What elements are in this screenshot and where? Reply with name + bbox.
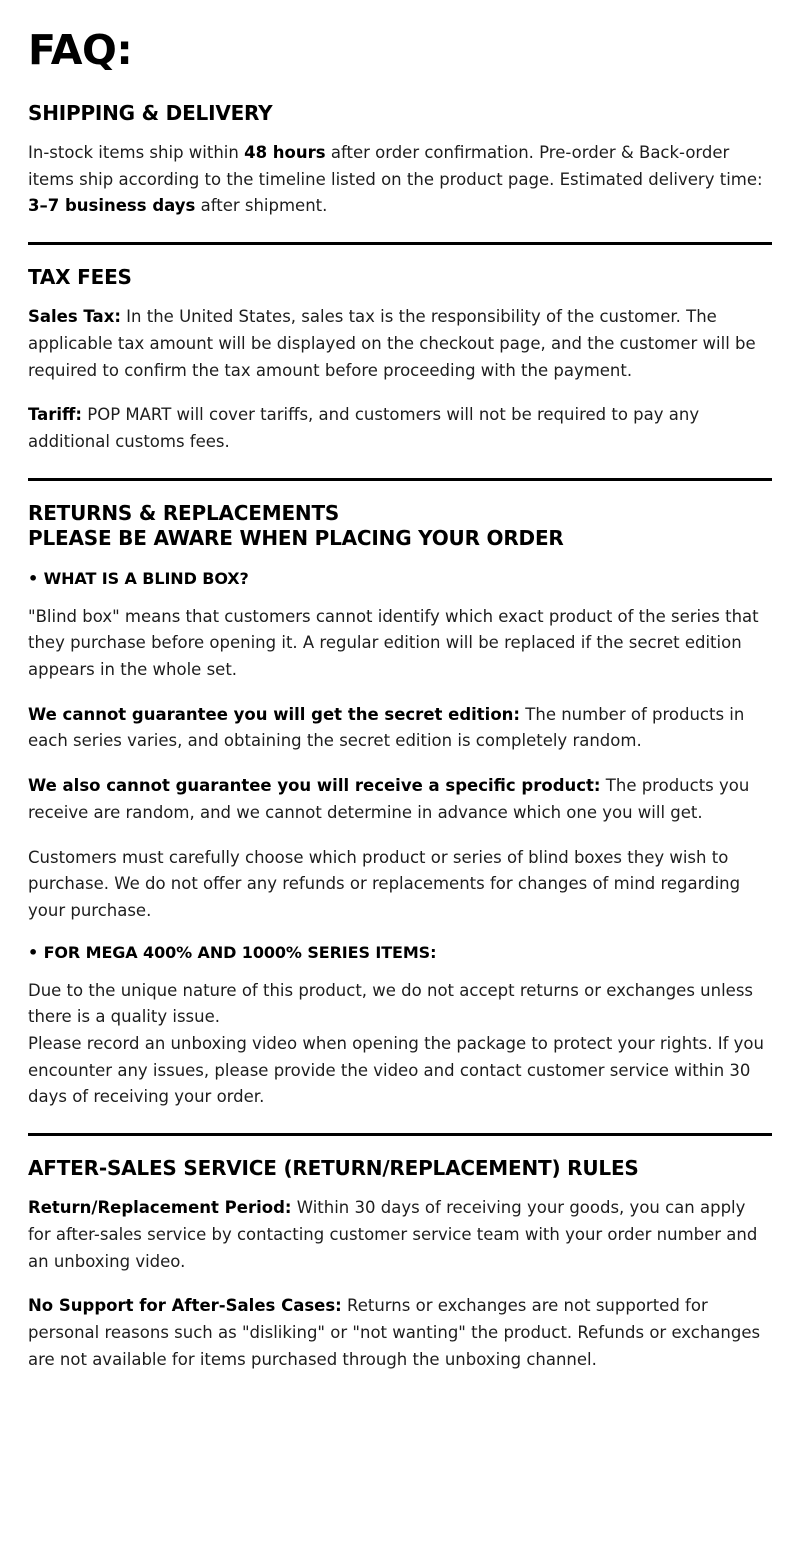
emphasis-text: We also cannot guarantee you will receive a specific product: — [28, 776, 601, 796]
divider — [28, 1133, 772, 1136]
page-title: FAQ: — [28, 26, 133, 74]
paragraph-shipping: In-stock items ship within 48 hours after order confirmation. Pre-order & Back-order items ship according to the timeline listed on the product page. Estimated delivery time: 3–7 business days after shipment. — [28, 143, 763, 216]
section-heading-after-sales-service: AFTER-SALES SERVICE (RETURN/REPLACEMENT) RULES — [28, 1156, 639, 1181]
section-heading-line-1: RETURNS & REPLACEMENTS — [28, 500, 340, 525]
section-heading-shipping-delivery: SHIPPING & DELIVERY — [28, 101, 273, 125]
emphasis-text: No Support for After-Sales Cases: — [28, 1296, 342, 1316]
emphasis-text: Sales Tax: — [28, 307, 121, 327]
sub-heading-mega-series-items: • FOR MEGA 400% AND 1000% SERIES ITEMS: — [28, 942, 437, 962]
paragraph-choose-carefully: Customers must carefully choose which product or series of blind boxes they wish to purchase. We do not offer any refunds or replacements for changes of mind regarding your purchase. — [28, 847, 741, 921]
emphasis-text: Return/Replacement Period: — [28, 1198, 292, 1218]
section-returns-replacements — [28, 501, 772, 1111]
divider — [28, 478, 772, 481]
paragraph-return-replacement-period: Return/Replacement Period: Within 30 days of receiving your goods, you can apply for after-sales service by contacting customer service team with your order number and an unboxing video. — [28, 1198, 758, 1271]
paragraph-tariff: Tariff: POP MART will cover tariffs, and customers will not be required to pay any additional customs fees. — [28, 405, 700, 452]
emphasis-text: 3–7 business days — [28, 196, 196, 216]
section-shipping-delivery — [28, 101, 772, 220]
paragraph-no-support-after-sales: No Support for After-Sales Cases: Returns or exchanges are not supported for personal reasons such as "disliking" or "not wanting" the product. Refunds or exchanges are not available for items purchased through the unboxing channel. — [28, 1296, 761, 1369]
emphasis-text: 48 hours — [244, 143, 326, 162]
section-heading-tax-fees: TAX FEES — [28, 265, 132, 290]
paragraph-specific-product-guarantee: We also cannot guarantee you will receive a specific product: The products you receive are random, and we cannot determine in advance which one you will get. — [28, 776, 750, 822]
paragraph-blind-box-definition: "Blind box" means that customers cannot identify which exact product of the series that they purchase before opening it. A regular edition will be replaced if the secret edition appears in the whole set. — [28, 606, 759, 679]
emphasis-text: We cannot guarantee you will get the secret edition: — [28, 704, 521, 724]
paragraph-sales-tax: Sales Tax: In the United States, sales tax is the responsibility of the customer. The applicable tax amount will be displayed on the checkout page, and the customer will be required to confirm the tax amount before proceeding with the payment. — [28, 307, 756, 380]
section-heading-line-2: PLEASE BE AWARE WHEN PLACING YOUR ORDER — [28, 525, 564, 550]
sub-heading-what-is-a-blind-box: • WHAT IS A BLIND BOX? — [28, 568, 249, 588]
section-tax-fees — [28, 265, 772, 456]
divider — [28, 242, 772, 245]
paragraph-secret-edition-guarantee: We cannot guarantee you will get the secret edition: The number of products in each series varies, and obtaining the secret edition is completely random. — [28, 704, 745, 751]
section-after-sales-service — [28, 1156, 772, 1373]
paragraph-mega-series-policy: Due to the unique nature of this product, we do not accept returns or exchanges unless there is a quality issue. Please record an unboxing video when opening the package to protect your rights. If you encounter any issues, please provide the video and contact customer service within 30 days of receiving your order. — [28, 980, 764, 1107]
section-heading-returns-replacements — [28, 501, 772, 551]
emphasis-text: Tariff: — [28, 405, 83, 425]
